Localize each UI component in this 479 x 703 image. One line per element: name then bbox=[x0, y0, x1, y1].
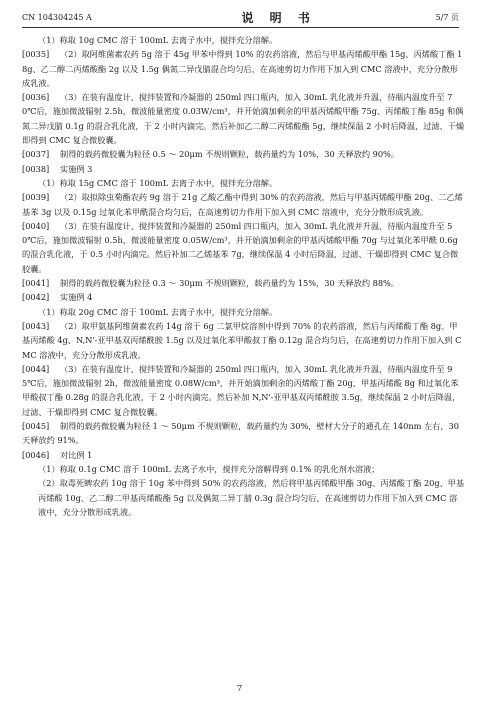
document-id: CN 104304245 A bbox=[22, 12, 92, 22]
paragraph-number: [0040] bbox=[22, 220, 50, 231]
paragraph bbox=[22, 476, 465, 519]
paragraph-text: 制得的载药微胶囊为粒径 0.3 ～ 30μm 不规则颗粒，载药量约为 15%，30 天释放约 88%。 bbox=[60, 278, 399, 289]
paragraph-text: （3）在装有温度计、搅拌装置和冷凝器的 250ml 四口瓶内，加入 30mL 乳化液并升温，待瓶内温度升至 50℃后，施加微波辐射 0.5h，微波能量密度 0.05W/cm³，并开始滴加剩余的甲基丙烯酸甲酯 70g 与过氧化苯甲酰 0.6g 的混合乳化液，于 0.5 小时内滴完。然后补加二乙烯基苯 7g，继续保温 4 小时后降温，过滤、干燥即得到 CMC 复合微胶囊。 bbox=[22, 220, 459, 274]
paragraph-text: （1）称取 20g CMC 溶于 100mL 去离子水中，搅拌充分溶解。 bbox=[38, 306, 278, 317]
paragraph bbox=[22, 362, 465, 419]
page-indicator: 5/7 页 bbox=[435, 12, 459, 22]
paragraph-text: （1）称取 0.1g CMC 溶于 100mL 去离子水中，搅拌充分溶解得到 0.1% 的乳化剂水溶液； bbox=[38, 463, 380, 474]
paragraph-number: [0044] bbox=[22, 363, 50, 374]
paragraph bbox=[22, 190, 465, 219]
paragraph bbox=[22, 47, 465, 90]
paragraph-text: （2）取拟除虫菊酯农药 9g 溶于 21g 乙酸乙酯中得到 30% 的农药溶液，然后与甲基丙烯酸甲酯 20g、二乙烯基苯 3g 以及 0.15g 过氧化苯甲酰混合均匀后，在高速剪切力作用下加入到 CMC 溶液中，充分分散形成乳液。 bbox=[22, 192, 463, 217]
paragraph-number: [0036] bbox=[22, 92, 50, 103]
page-number: 7 bbox=[236, 684, 243, 694]
paragraph bbox=[22, 419, 465, 448]
page-header bbox=[22, 8, 459, 26]
paragraph bbox=[22, 319, 465, 362]
paragraph-number: [0037] bbox=[22, 149, 50, 160]
paragraph-number: [0042] bbox=[22, 292, 50, 303]
paragraph-number: [0043] bbox=[22, 320, 50, 331]
paragraph-text: 制得的载药微胶囊为粒径 0.5 ～ 20μm 不规则颗粒，载药量约为 10%，30 天释放约 90%。 bbox=[60, 149, 399, 160]
paragraph bbox=[22, 162, 465, 176]
page-footer bbox=[0, 684, 479, 694]
document-body bbox=[22, 33, 465, 519]
paragraph bbox=[22, 33, 465, 47]
paragraph bbox=[22, 290, 465, 304]
paragraph bbox=[22, 219, 465, 276]
header-rule bbox=[22, 27, 459, 28]
paragraph-text: 实施例 4 bbox=[60, 292, 93, 303]
paragraph-number: [0041] bbox=[22, 278, 50, 289]
paragraph-number: [0046] bbox=[22, 449, 50, 460]
paragraph-text: （2）取阿维菌素农药 5g 溶于 45g 甲苯中得到 10% 的农药溶液，然后与甲基丙烯酸甲酯 15g、丙烯酸丁酯 18g、乙二醇二丙烯酸酯 2g 以及 1.5g 偶氮二异戊腈混合均匀后，在高速剪切力作用下加入到 CMC 溶液中，充分分散形成乳液。 bbox=[22, 49, 463, 88]
paragraph-text: （1）称取 15g CMC 溶于 100mL 去离子水中，搅拌充分溶解。 bbox=[38, 177, 278, 188]
paragraph bbox=[22, 147, 465, 161]
paragraph-text: （3）在装有温度计、搅拌装置和冷凝器的 250ml 四口瓶内，加入 30mL 乳化液并升温，待瓶内温度升至 95℃后，施加微波辐射 2h，微波能量密度 0.08W/cm³，并开始滴加剩余的丙烯酸丁酯 20g、甲基丙烯酸 8g 和过氧化苯甲酸叔丁酯 0.28g 的混合乳化液，于 2 小时内滴完。然后补加 N,N'-亚甲基双丙烯酰胺 3.5g，继续保温 2 小时后降温，过滤、干燥即得到 CMC 复合微胶囊。 bbox=[22, 363, 461, 417]
paragraph-text: 对比例 1 bbox=[60, 449, 93, 460]
paragraph-text: 制得的载药微胶囊为粒径 1 ～ 50μm 不规则颗粒，载药量约为 30%，壁材大分子的通孔在 140nm 左右，30 天释放约 91%。 bbox=[22, 421, 459, 446]
paragraph bbox=[22, 305, 465, 319]
paragraph bbox=[22, 276, 465, 290]
document-title: 说 明 书 bbox=[241, 10, 316, 25]
paragraph bbox=[22, 90, 465, 147]
paragraph-number: [0038] bbox=[22, 163, 50, 174]
paragraph bbox=[22, 448, 465, 462]
paragraph-number: [0039] bbox=[22, 192, 50, 203]
paragraph-text: （2）取毒死蜱农药 10g 溶于 10g 苯中得到 50% 的农药溶液，然后将甲基丙烯酸甲酯 30g、丙烯酸丁酯 20g、甲基丙烯酸 10g、乙二醇二甲基丙烯酸酯 5g 以及偶氮二异丁腈 0.3g 混合均匀后，在高速剪切力作用下加入到 CMC 溶液中，充分分散形成乳液。 bbox=[38, 478, 465, 517]
paragraph-text: 实施例 3 bbox=[60, 163, 93, 174]
paragraph-text: （1）称取 10g CMC 溶于 100mL 去离子水中，搅拌充分溶解。 bbox=[38, 35, 278, 45]
paragraph bbox=[22, 176, 465, 190]
paragraph-text: （2）取甲氨基阿维菌素农药 14g 溶于 6g 二氯甲烷溶剂中得到 70% 的农药溶液，然后与丙烯酸丁酯 8g、甲基丙烯酸 4g、N,N'-亚甲基双丙烯酰胺 1.5g 以及过氧化苯甲酸叔丁酯 0.12g 混合均匀后，在高速剪切力作用下加入到 CMC 溶液中，充分分散形成乳液。 bbox=[22, 320, 462, 360]
paragraph bbox=[22, 462, 465, 476]
paragraph-number: [0035] bbox=[22, 49, 50, 60]
paragraph-number: [0045] bbox=[22, 421, 50, 432]
paragraph-text: （3）在装有温度计、搅拌装置和冷凝器的 250ml 四口瓶内，加入 30mL 乳化液并升温，待瓶内温度升至 70℃后，施加微波辐射 2.5h，微波能量密度 0.03W/cm³，并开始滴加剩余的甲基丙烯酸甲酯 75g、丙烯酸丁酯 85g 和偶氮二异戊腈 0.1g 的混合乳化液，于 2 小时内滴完。然后补加乙二醇二丙烯酸酯 5g，继续保温 2 小时后降温，过滤、干燥即得到 CMC 复合微胶囊。 bbox=[22, 92, 465, 146]
